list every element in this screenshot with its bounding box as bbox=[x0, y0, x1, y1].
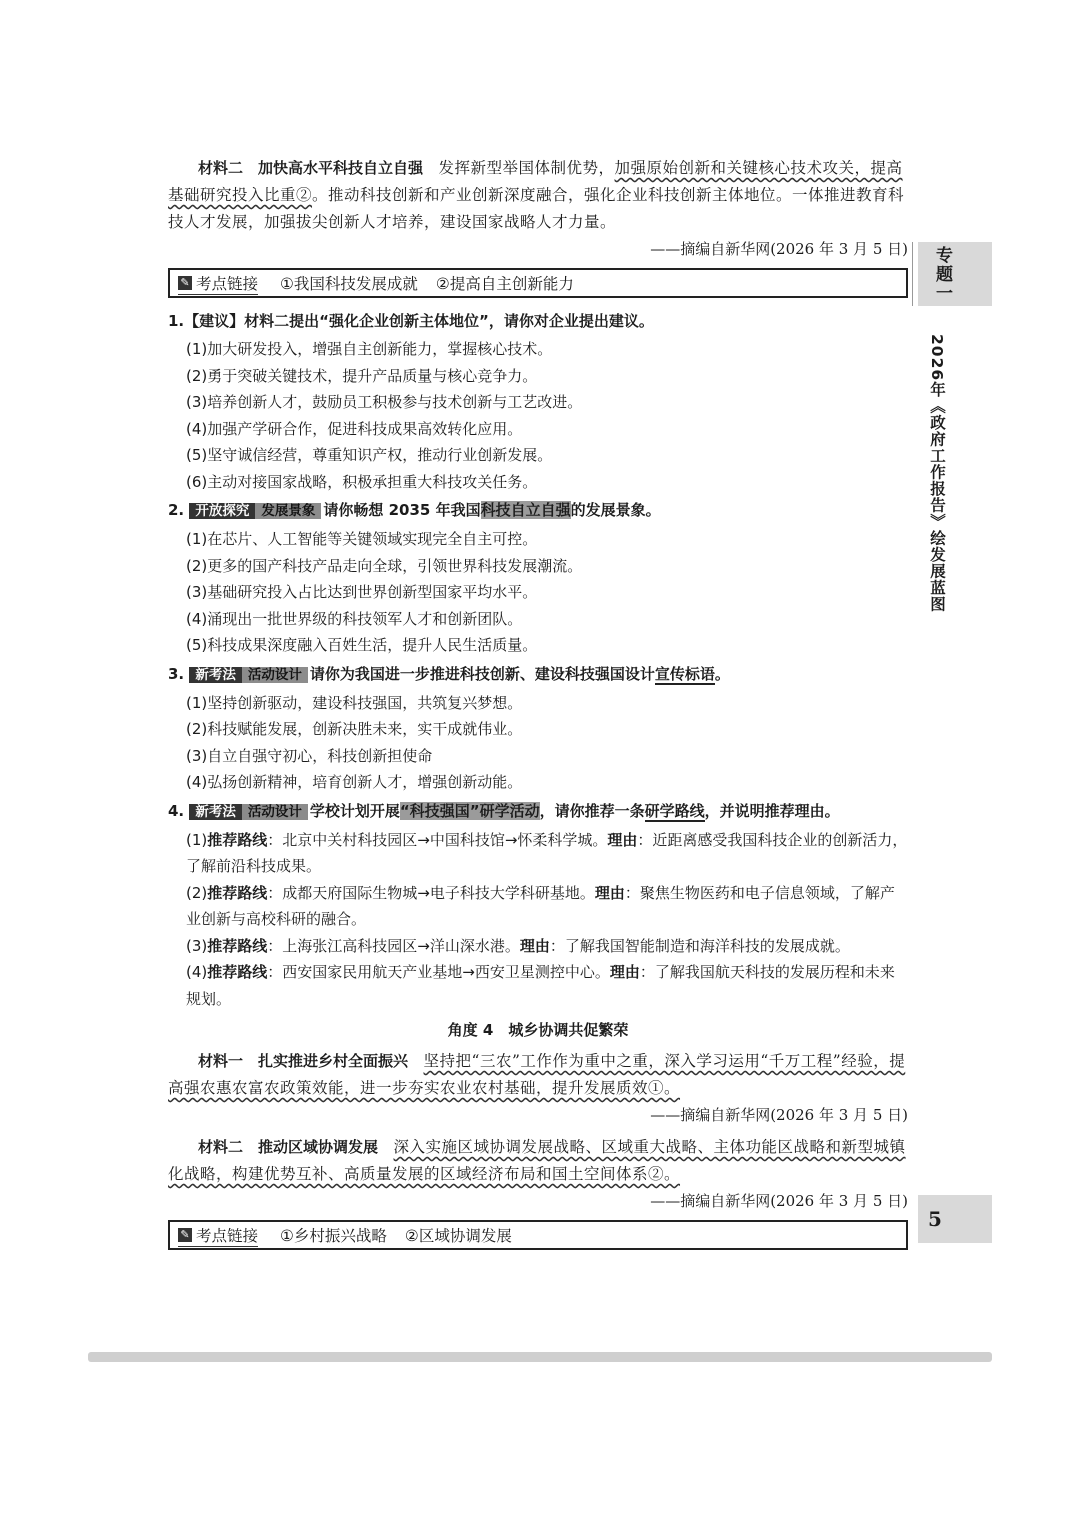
stem-text: 学校计划开展 bbox=[309, 801, 400, 820]
page-content bbox=[168, 155, 908, 1260]
answer-line: (2)更多的国产科技产品走向全球，引领世界科技发展潮流。 bbox=[186, 556, 583, 575]
type-label: 新考法 bbox=[189, 667, 242, 683]
route-answer bbox=[168, 959, 908, 1012]
pen-icon: ✎ bbox=[178, 1228, 192, 1242]
side-running-title: 2026年《政府工作报告》绘发展蓝图 bbox=[928, 334, 946, 613]
stem-underline: 宣传标语 bbox=[654, 664, 715, 683]
material-2-source: ——摘编自新华网(2026 年 3 月 5 日) bbox=[650, 240, 908, 258]
question-number: 3. bbox=[168, 664, 185, 683]
question-number: 2. bbox=[168, 501, 185, 519]
exam-point-link-box bbox=[168, 1220, 908, 1250]
exam-point-item: ②区域协调发展 bbox=[404, 1227, 512, 1245]
question-1-stem: 1.【建议】材料二提出“强化企业创新主体地位”，请你对企业提出建议。 bbox=[168, 312, 654, 330]
page-number: 5 bbox=[918, 1195, 992, 1243]
stem-text: ，请你推荐一条 bbox=[539, 801, 645, 820]
route-answer bbox=[168, 880, 908, 933]
exam-point-link-box bbox=[168, 268, 908, 298]
route-answer bbox=[168, 827, 908, 880]
route-text: ：西安国家民用航天产业基地→西安卫星测控中心。 bbox=[267, 963, 610, 981]
route-answer bbox=[168, 933, 908, 960]
type-label: 开放探究 bbox=[189, 503, 255, 519]
answer-line: (3)自立自强守初心，科技创新担使命 bbox=[186, 746, 433, 765]
answer-line: (2)科技赋能发展，创新决胜未来，实干成就伟业。 bbox=[186, 720, 523, 738]
stem-highlight: 科技自立自强 bbox=[480, 501, 571, 519]
side-divider bbox=[912, 242, 913, 306]
question-4-stem bbox=[168, 798, 908, 825]
route-label: 推荐路线 bbox=[207, 830, 268, 849]
material-2b-source: ——摘编自新华网(2026 年 3 月 5 日) bbox=[650, 1192, 908, 1210]
answer-line: (4)弘扬创新精神，培育创新人才，增强创新动能。 bbox=[186, 773, 523, 791]
pen-icon: ✎ bbox=[178, 276, 192, 290]
type-sublabel: 活动设计 bbox=[242, 667, 308, 683]
material-2-text-c: 。推动科技创新和产业创新深度融合，强化企业科技创新主体地位。一体推进教育科技人才发展，加强拔尖创新人才培养，建设国家战略人才力量。 bbox=[168, 186, 905, 231]
type-sublabel: 活动设计 bbox=[242, 804, 308, 820]
route-text: ：北京中关村科技园区→中国科技馆→怀柔科学城。 bbox=[267, 830, 608, 849]
material-2b-text: 深入实施区域协调发展战略、区域重大战略、主体功能区战略和新型城镇化战略，构建优势互补、高质量发展的区域经济布局和国土空间体系②。 bbox=[168, 1138, 906, 1183]
reason-text: ：了解我国航天科技的发展历程和未来规划。 bbox=[186, 963, 895, 1008]
material-1-text: 坚持把“三农”工作作为重中之重，深入学习运用“千万工程”经验，提高强农惠农富农政策效能，进一步夯实农业农村基础，提升发展质效①。 bbox=[168, 1052, 906, 1097]
reason-text: ：聚焦生物医药和电子信息领域，了解产业创新与高校科研的融合。 bbox=[186, 883, 895, 928]
stem-underline: 研学路线 bbox=[644, 801, 705, 820]
exam-point-tag bbox=[178, 1224, 258, 1247]
stem-text: 的发展景象。 bbox=[570, 501, 661, 519]
stem-text: 请你为我国进一步推进科技创新、建设科技强国设计 bbox=[309, 664, 655, 683]
answer-line: (1)在芯片、人工智能等关键领域实现完全自主可控。 bbox=[186, 530, 538, 548]
reason-text: ：了解我国智能制造和海洋科技的发展成就。 bbox=[549, 936, 850, 955]
reason-label: 理由 bbox=[519, 936, 550, 955]
material-1-title: 材料一 扎实推进乡村全面振兴 bbox=[198, 1052, 409, 1070]
stem-highlight: “科技强国”研学活动 bbox=[399, 801, 540, 820]
stem-text: ，并说明推荐理由。 bbox=[704, 801, 840, 820]
material-1-source: ——摘编自新华网(2026 年 3 月 5 日) bbox=[650, 1106, 908, 1124]
answer-line: (5)科技成果深度融入百姓生活，提升人民生活质量。 bbox=[186, 636, 538, 654]
stem-text: 请你畅想 2035 年我国 bbox=[323, 501, 481, 519]
type-sublabel: 发展景象 bbox=[255, 503, 321, 519]
bottom-divider bbox=[88, 1352, 992, 1362]
question-number: 4. bbox=[168, 801, 185, 820]
material-2-paragraph bbox=[168, 155, 908, 236]
answer-line: (2)勇于突破关键技术，提升产品质量与核心竞争力。 bbox=[186, 366, 538, 385]
answer-line: (5)坚守诚信经营，尊重知识产权，推动行业创新发展。 bbox=[186, 446, 553, 464]
material-2b-paragraph bbox=[168, 1134, 908, 1188]
reason-label: 理由 bbox=[594, 883, 625, 902]
exam-point-item: ①我国科技发展成就 bbox=[280, 275, 418, 293]
stem-text: 。 bbox=[714, 664, 730, 683]
answer-number: (2) bbox=[186, 883, 208, 902]
chapter-tab-label: 专题一 bbox=[932, 245, 952, 303]
chapter-tab bbox=[918, 242, 992, 306]
route-text: ：上海张江高科技园区→洋山深水港。 bbox=[267, 936, 520, 955]
reason-label: 理由 bbox=[607, 830, 638, 849]
reason-text: ：近距离感受我国科技企业的创新活力，了解前沿科技成果。 bbox=[186, 830, 908, 875]
answer-line: (3)培养创新人才，鼓励员工积极参与技术创新与工艺改进。 bbox=[186, 393, 583, 411]
route-text: ：成都天府国际生物城→电子科技大学科研基地。 bbox=[267, 883, 595, 902]
answer-line: (4)加强产学研合作，促进科技成果高效转化应用。 bbox=[186, 419, 523, 438]
exam-point-item: ②提高自主创新能力 bbox=[435, 275, 574, 293]
exam-point-tag bbox=[178, 272, 258, 295]
route-label: 推荐路线 bbox=[207, 936, 268, 955]
route-label: 推荐路线 bbox=[207, 883, 268, 902]
reason-label: 理由 bbox=[609, 963, 640, 981]
material-2b-title: 材料二 推动区域协调发展 bbox=[198, 1138, 379, 1156]
route-label: 推荐路线 bbox=[207, 963, 268, 981]
question-2-stem bbox=[168, 497, 908, 524]
material-2-title: 材料二 加快高水平科技自立自强 bbox=[198, 159, 424, 177]
answer-number: (1) bbox=[186, 830, 208, 849]
material-1-paragraph bbox=[168, 1048, 908, 1102]
answer-line: (4)涌现出一批世界级的科技领军人才和创新团队。 bbox=[186, 609, 523, 628]
material-2-text-a: 发挥新型举国体制优势， bbox=[438, 159, 615, 177]
answer-line: (3)基础研究投入占比达到世界创新型国家平均水平。 bbox=[186, 583, 538, 601]
exam-point-tag-label: 考点链接 bbox=[196, 274, 259, 293]
type-label: 新考法 bbox=[189, 804, 242, 820]
answer-number: (4) bbox=[186, 963, 208, 981]
answer-line: (1)坚持创新驱动，建设科技强国，共筑复兴梦想。 bbox=[186, 693, 523, 712]
angle-4-heading: 角度 4 城乡协调共促繁荣 bbox=[447, 1021, 629, 1039]
answer-line: (6)主动对接国家战略，积极承担重大科技攻关任务。 bbox=[186, 472, 538, 491]
exam-point-item: ①乡村振兴战略 bbox=[280, 1227, 387, 1245]
material-2-text-b: 加强原始创新和关键核心技术攻关，提高基础研究投入比重② bbox=[168, 159, 903, 204]
exam-point-tag-label: 考点链接 bbox=[196, 1226, 259, 1245]
answer-line: (1)加大研发投入，增强自主创新能力，掌握核心技术。 bbox=[186, 340, 553, 358]
answer-number: (3) bbox=[186, 936, 208, 955]
question-3-stem bbox=[168, 661, 908, 688]
